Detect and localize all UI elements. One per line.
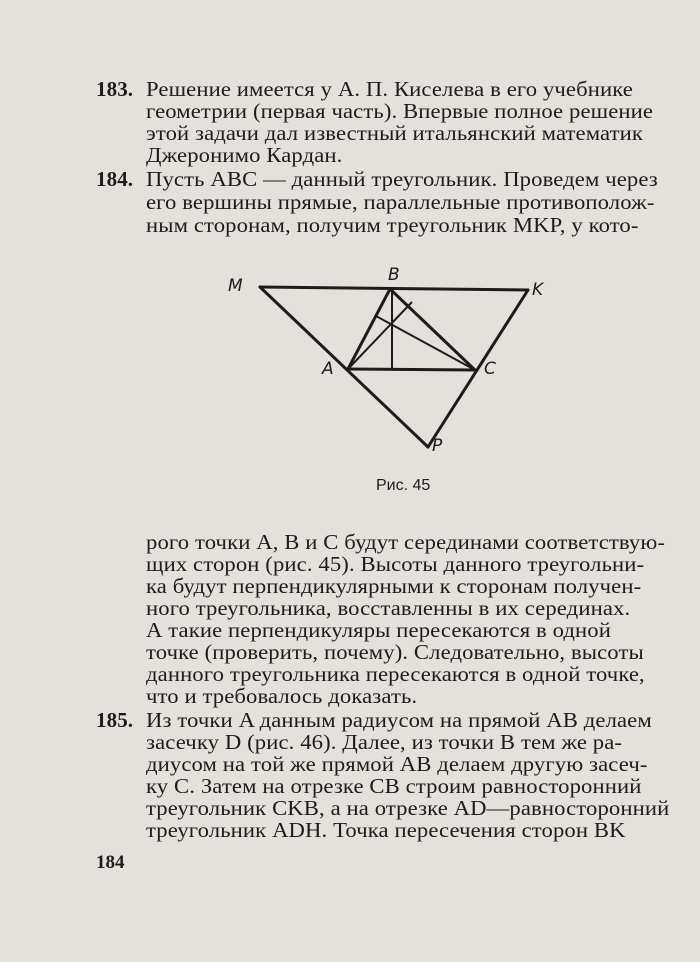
figure-caption: Рис. 45 — [376, 477, 431, 494]
problem-184-cont-7: данного треугольника пересекаются в одной точке, — [146, 662, 645, 686]
problem-184-cont-6: точке (проверить, почему). Следовательно, высоты — [146, 640, 644, 664]
page-number: 184 — [96, 852, 125, 873]
label-M: M — [228, 276, 243, 296]
problem-183-line-2: геометрии (первая часть). Впервые полное решение — [146, 99, 654, 123]
problem-185-number: 185. — [96, 708, 134, 732]
problem-184-cont-1: рого точки A, B и C будут серединами соответствую- — [146, 530, 666, 554]
label-B: B — [388, 265, 400, 285]
altitude-from-A — [348, 302, 412, 369]
side-AB — [348, 289, 390, 369]
problem-185-line-2: засечку D (рис. 46). Далее, из точки B тем же ра- — [146, 730, 623, 754]
problem-184-line-3: ным сторонам, получим треугольник MKP, у кото- — [146, 213, 639, 237]
problem-183-line-1: Решение имеется у А. П. Киселева в его учебнике — [146, 77, 633, 101]
problem-184-line-2: его вершины прямые, параллельные противополож- — [146, 190, 655, 214]
side-MK — [260, 287, 528, 290]
problem-185-line-1: Из точки A данным радиусом на прямой AB делаем — [146, 708, 652, 732]
figure-45 — [200, 262, 560, 462]
problem-184-cont-8: что и требовалось доказать. — [146, 684, 418, 708]
label-A: A — [322, 359, 334, 379]
triangle-diagram — [200, 262, 560, 462]
problem-184-number: 184. — [96, 167, 134, 191]
problem-184-cont-3: ка будут перпендикулярными к сторонам получен- — [146, 574, 642, 598]
problem-185-line-6: треугольник ADH. Точка пересечения сторон BK — [146, 818, 626, 842]
problem-184-cont-4: ного треугольника, восставленны в их серединах. — [146, 596, 631, 620]
label-C: C — [484, 359, 496, 379]
problem-184-cont-2: щих сторон (рис. 45). Высоты данного треугольни- — [146, 552, 645, 576]
problem-184-line-1: Пусть ABC — данный треугольник. Проведем через — [146, 167, 658, 191]
problem-185-line-4: ку C. Затем на отрезке CB строим равносторонний — [146, 774, 642, 798]
problem-183-line-4: Джеронимо Кардан. — [146, 143, 343, 167]
problem-184-cont-5: А такие перпендикуляры пересекаются в одной — [146, 618, 611, 642]
problem-185-line-5: треугольник CKB, а на отрезке AD—равносторонний — [146, 796, 670, 820]
problem-185-line-3: диусом на той же прямой AB делаем другую засеч- — [146, 752, 648, 776]
label-K: K — [532, 280, 544, 300]
label-P: P — [432, 436, 443, 456]
problem-183-number: 183. — [96, 77, 134, 101]
side-AC — [348, 369, 475, 370]
problem-183-line-3: этой задачи дал известный итальянский математик — [146, 121, 644, 145]
